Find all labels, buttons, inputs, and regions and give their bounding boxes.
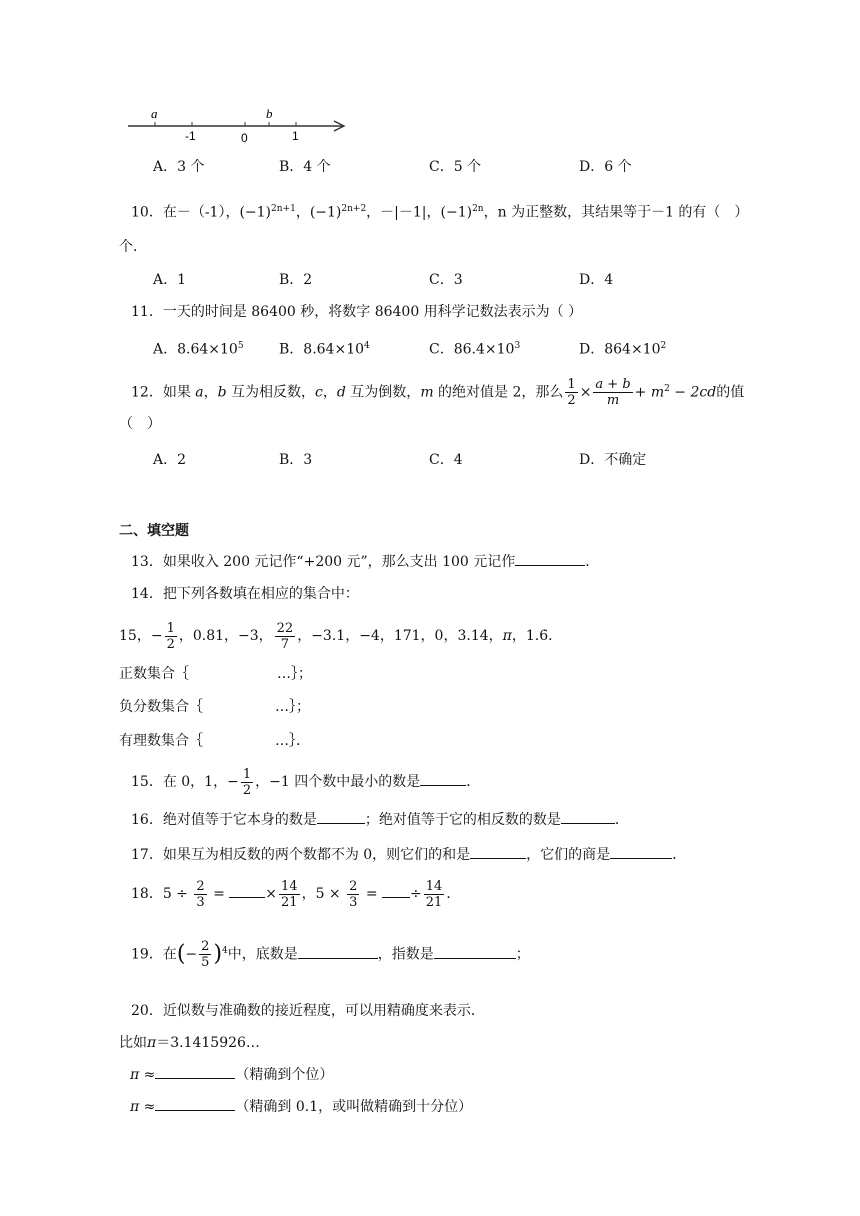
q19-blank-base[interactable] bbox=[298, 944, 378, 959]
q10-text-cont: 个． bbox=[119, 239, 147, 255]
number-line-figure bbox=[128, 102, 358, 150]
q12-option-b: B．3 bbox=[279, 452, 313, 468]
q12-option-a: A．2 bbox=[153, 452, 187, 468]
set-positive-input[interactable] bbox=[189, 664, 277, 678]
q10-option-b: B．2 bbox=[279, 272, 313, 288]
q16-blank-1[interactable] bbox=[317, 809, 365, 824]
q15-text: 15．在 0，1，− $\frac{1}{2}$ ，−1 四个数中最小的数是 ． bbox=[131, 766, 481, 798]
set-negative-fraction-input[interactable] bbox=[203, 697, 275, 711]
q13-text: 13．如果收入 200 元记作“+200 元”，那么支出 100 元记作 ． bbox=[131, 551, 599, 572]
q12-fraction-ab-m: $\frac{a + b}{m}$ bbox=[595, 377, 631, 409]
q16-text: 16．绝对值等于它本身的数是 ；绝对值等于它的相反数的数是 ． bbox=[131, 809, 629, 830]
q15-fraction-half: $\frac{1}{2}$ bbox=[242, 766, 252, 798]
q19-blank-exponent[interactable] bbox=[434, 944, 516, 959]
q15-number-list: 15，− $\frac{1}{2}$ ，0.81，−3， $\frac{22}{7}$ ，−3.1，−4，171，0，3.14，π，1.6̇． bbox=[119, 620, 563, 652]
q14-text: 14．把下列各数填在相应的集合中： bbox=[131, 586, 359, 602]
q10-text: 10．在－（-1），$(-1)^{2n+1}$，$(-1)^{2n+2}$，－|－1|，$(-1)^{2n}$，n 为正整数，其结果等于－1 的有（ ） bbox=[131, 204, 749, 221]
set-negative-fraction: 负分数集合｛ …｝； bbox=[119, 699, 310, 715]
q17-blank-1[interactable] bbox=[470, 844, 526, 859]
q12-text: 12．如果 a，b 互为相反数，c，d 互为倒数，m 的绝对值是 2，那么 $\frac{1}{2}$ × $\frac{a + b}{m}$ + $m^2 - 2cd$的值 bbox=[131, 377, 745, 409]
set-rational-input[interactable] bbox=[203, 731, 275, 745]
approx-blank-1[interactable] bbox=[155, 1064, 235, 1079]
q11-option-c: C．$86.4\times 10^3$ bbox=[429, 341, 521, 358]
label-zero: 0 bbox=[241, 131, 248, 145]
q18-blank-1[interactable] bbox=[229, 883, 265, 898]
q11-option-d: D．$864\times 10^2$ bbox=[579, 341, 667, 358]
approx-line-1: π ≈ （精确到个位） bbox=[130, 1064, 333, 1085]
q9-option-d: D．6 个 bbox=[579, 159, 632, 175]
q10-option-c: C．3 bbox=[429, 272, 463, 288]
label-minus-one: -1 bbox=[185, 129, 196, 143]
q18-text: 18．5 ÷ $\frac{2}{3}$ = × $\frac{14}{21}$ ，5 × $\frac{2}{3}$ = ÷ $\frac{14}{21}$ ． bbox=[131, 878, 461, 910]
q13-blank[interactable] bbox=[515, 551, 585, 566]
pi-value-line: 比如π＝3.1415926… bbox=[119, 1035, 260, 1051]
q16-blank-2[interactable] bbox=[561, 809, 615, 824]
q9-option-c: C．5 个 bbox=[429, 159, 482, 175]
q20-text: 20．近似数与准确数的接近程度，可以用精确度来表示． bbox=[131, 1003, 485, 1019]
approx-line-2: π ≈ （精确到 0.1，或叫做精确到十分位） bbox=[130, 1096, 472, 1117]
q9-option-b: B．4 个 bbox=[279, 159, 331, 175]
q17-blank-2[interactable] bbox=[610, 844, 672, 859]
q10-option-d: D．4 bbox=[579, 272, 614, 288]
label-a: a bbox=[151, 106, 158, 121]
q17-text: 17．如果互为相反数的两个数都不为 0，则它们的和是 ，它们的商是 ． bbox=[131, 844, 686, 865]
q11-text: 11．一天的时间是 86400 秒，将数字 86400 用科学记数法表示为（ ） bbox=[131, 304, 583, 320]
q12-fraction-half: $\frac{1}{2}$ bbox=[567, 377, 576, 409]
approx-blank-2[interactable] bbox=[155, 1096, 235, 1111]
q10-option-a: A．1 bbox=[153, 272, 187, 288]
q9-option-a: A．3 个 bbox=[153, 159, 205, 175]
q15-blank[interactable] bbox=[420, 771, 466, 786]
q18-blank-2[interactable] bbox=[382, 883, 410, 898]
section-fill-in-heading: 二、填空题 bbox=[119, 523, 189, 539]
q12-paren: （ ） bbox=[119, 416, 161, 432]
set-positive: 正数集合｛ …｝； bbox=[119, 666, 312, 682]
set-rational: 有理数集合｛ …｝． bbox=[119, 733, 310, 749]
fraction-half: $\frac{1}{2}$ bbox=[166, 620, 175, 652]
q12-option-d: D．不确定 bbox=[579, 452, 647, 468]
q19-text: 19．在(− $\frac{2}{5}$ )$^4$中，底数是 ，指数是 ； bbox=[131, 939, 530, 971]
fraction-22-7: $\frac{22}{7}$ bbox=[276, 620, 294, 652]
q11-option-b: B．$8.64\times 10^4$ bbox=[279, 341, 370, 358]
label-b: b bbox=[266, 106, 273, 121]
q12-option-c: C．4 bbox=[429, 452, 463, 468]
label-one: 1 bbox=[292, 129, 299, 143]
q11-option-a: A．$8.64\times 10^5$ bbox=[153, 341, 244, 358]
